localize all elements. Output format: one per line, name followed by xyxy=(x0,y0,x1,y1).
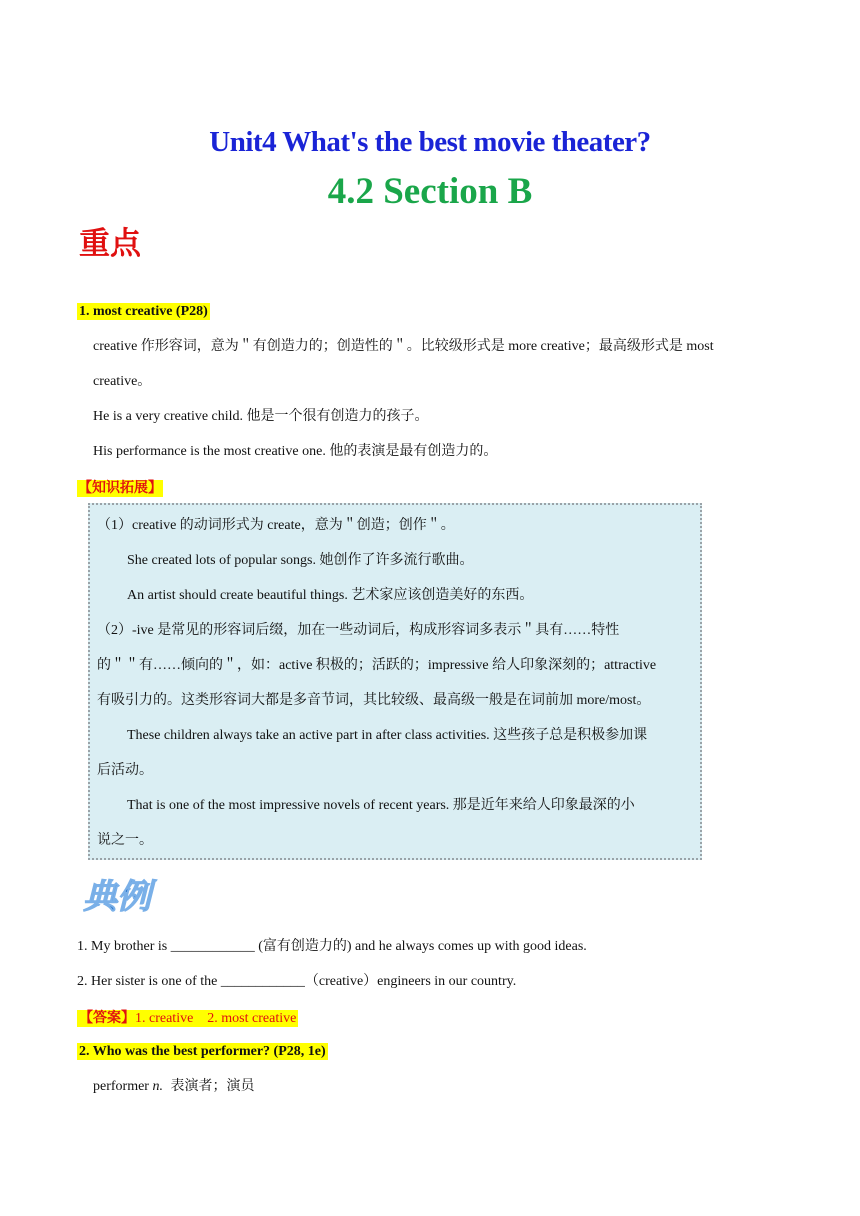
exercise-q1: 1. My brother is ____________ (富有创造力的) and he always comes up with good ideas. xyxy=(77,939,587,954)
kb-p2-line2: 的＂＂有……倾向的＂，如：active 积极的；活跃的；impressive 给人印象深刻的；attractive xyxy=(97,658,657,673)
example-logo xyxy=(80,872,162,918)
knowledge-tag xyxy=(77,477,163,497)
kb-p2-example1-line1: These children always take an active part in after class activities. 这些孩子总是积极参加课 xyxy=(127,728,648,743)
item2-heading-text: 2. Who was the best performer? (P28, 1e) xyxy=(79,1044,326,1059)
kb-p1-example2: An artist should create beautiful things. 艺术家应该创造美好的东西。 xyxy=(127,588,534,603)
item1-example2: His performance is the most creative one. 他的表演是最有创造力的。 xyxy=(93,444,498,459)
section-title: 4.2 Section B xyxy=(327,171,533,212)
unit-title: Unit4 What's the best movie theater? xyxy=(209,126,651,158)
exercise-q2: 2. Her sister is one of the ____________（creative）engineers in our country. xyxy=(77,974,517,989)
item1-heading xyxy=(77,302,210,320)
answer-text: 1. creative 2. most creative xyxy=(135,1011,297,1026)
answer-block xyxy=(77,1010,298,1027)
key-points-heading: 重点 xyxy=(79,226,141,262)
knowledge-tag-text: 【知识拓展】 xyxy=(78,481,162,496)
item2-definition xyxy=(93,1077,254,1097)
item2-meaning: 表演者；演员 xyxy=(170,1079,255,1094)
example-logo-text: 典例 xyxy=(83,877,151,917)
kb-p2-line1: （2）-ive 是常见的形容词后缀，加在一些动词后，构成形容词多表示＂具有……特性 xyxy=(97,623,620,638)
kb-p1-example1: She created lots of popular songs. 她创作了许多流行歌曲。 xyxy=(127,553,474,568)
kb-p2-example1-line2: 后活动。 xyxy=(97,763,153,778)
item1-line1: creative 作形容词，意为＂有创造力的；创造性的＂。比较级形式是 more creative；最高级形式是 most xyxy=(93,339,714,354)
item2-pos: n. xyxy=(152,1079,163,1094)
example-logo-graphic xyxy=(80,872,162,918)
item1-example1: He is a very creative child. 他是一个很有创造力的孩子。 xyxy=(93,409,429,424)
kb-p2-line3: 有吸引力的。这类形容词大都是多音节词，其比较级、最高级一般是在词前加 more/most。 xyxy=(97,693,651,708)
item2-heading xyxy=(77,1042,328,1060)
item2-word: performer xyxy=(93,1079,149,1094)
kb-p2-example2-line2: 说之一。 xyxy=(97,833,153,848)
kb-p2-example2-line1: That is one of the most impressive novels of recent years. 那是近年来给人印象最深的小 xyxy=(127,798,635,813)
kb-p1: （1）creative 的动词形式为 create，意为＂创造；创作＂。 xyxy=(97,518,455,533)
answer-tag: 【答案】 xyxy=(79,1011,135,1026)
answer-line xyxy=(77,1007,298,1027)
item1-line2: creative。 xyxy=(93,374,152,389)
item1-heading-text: 1. most creative (P28) xyxy=(79,304,208,319)
